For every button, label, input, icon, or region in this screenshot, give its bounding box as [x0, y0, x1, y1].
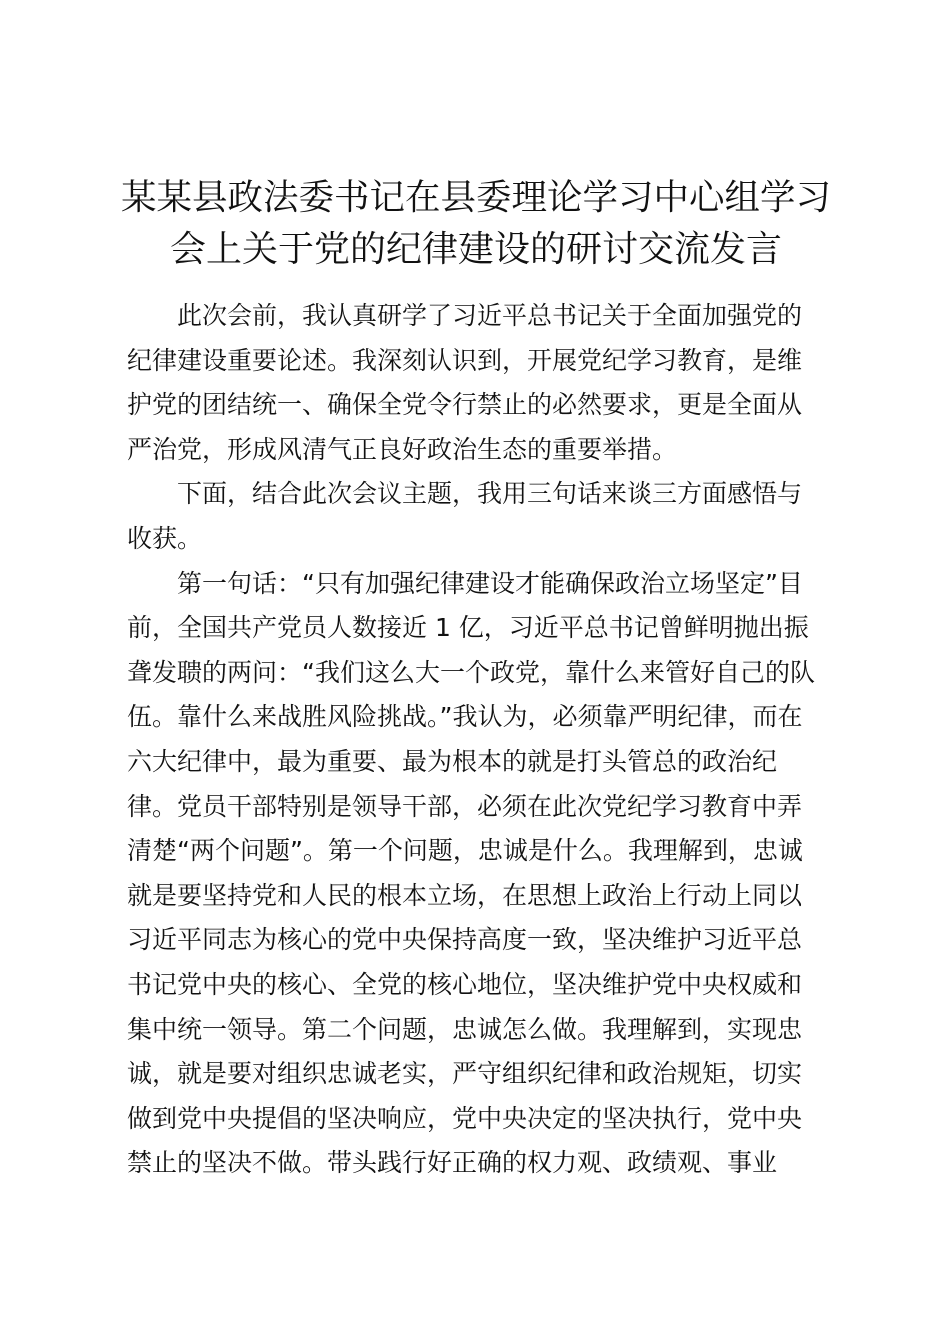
text-line: 收获。 [127, 523, 203, 553]
document-title [120, 172, 832, 276]
text-line: 清楚“两个问题”。第一个问题，忠诚是什么。我理解到，忠诚 [127, 836, 803, 866]
paragraph-intro [127, 294, 832, 472]
text-line: 习近平同志为核心的党中央保持高度一致，坚决维护习近平总 [127, 925, 803, 955]
text-line: 就是要坚持党和人民的根本立场，在思想上政治上行动上同以 [127, 880, 803, 910]
text-line: 此次会前，我认真研学了习近平总书记关于全面加强党的 [177, 301, 803, 330]
text-line: 第一句话：“只有加强纪律建设才能确保政治立场坚定”目 [177, 568, 803, 598]
text-line: 下面，结合此次会议主题，我用三句话来谈三方面感悟与 [177, 479, 803, 509]
text-line: 集中统一领导。第二个问题，忠诚怎么做。我理解到，实现忠 [127, 1014, 803, 1044]
paragraph-outline [127, 472, 832, 561]
text-line: 护党的团结统一、确保全党令行禁止的必然要求，更是全面从 [127, 390, 803, 420]
text-line: 书记党中央的核心、全党的核心地位，坚决维护党中央权威和 [127, 969, 803, 999]
title-line-1: 某某县政法委书记在县委理论学习中心组学习 [120, 177, 831, 218]
document-body [127, 294, 832, 1186]
text-line: 严治党，形成风清气正良好政治生态的重要举措。 [127, 434, 678, 464]
title-line-2: 会上关于党的纪律建设的研讨交流发言 [169, 229, 782, 270]
text-line: 纪律建设重要论述。我深刻认识到，开展党纪学习教育，是维 [127, 345, 803, 375]
text-line: 诚，就是要对组织忠诚老实，严守组织纪律和政治规矩，切实 [127, 1059, 803, 1089]
text-line: 前，全国共产党员人数接近 1 亿，习近平总书记曾鲜明抛出振 [127, 613, 809, 643]
text-line: 律。党员干部特别是领导干部，必须在此次党纪学习教育中弄 [127, 791, 803, 821]
text-line: 伍。靠什么来战胜风险挑战。”我认为，必须靠严明纪律，而在 [127, 702, 803, 732]
text-line: 聋发聩的两问：“我们这么大一个政党，靠什么来管好自己的队 [127, 657, 815, 687]
text-line: 六大纪律中，最为重要、最为根本的就是打头管总的政治纪 [127, 746, 778, 776]
text-line: 做到党中央提倡的坚决响应，党中央决定的坚决执行，党中央 [127, 1103, 803, 1133]
text-line: 禁止的坚决不做。带头践行好正确的权力观、政绩观、事业 [127, 1148, 778, 1178]
paragraph-first-point [127, 562, 832, 1186]
